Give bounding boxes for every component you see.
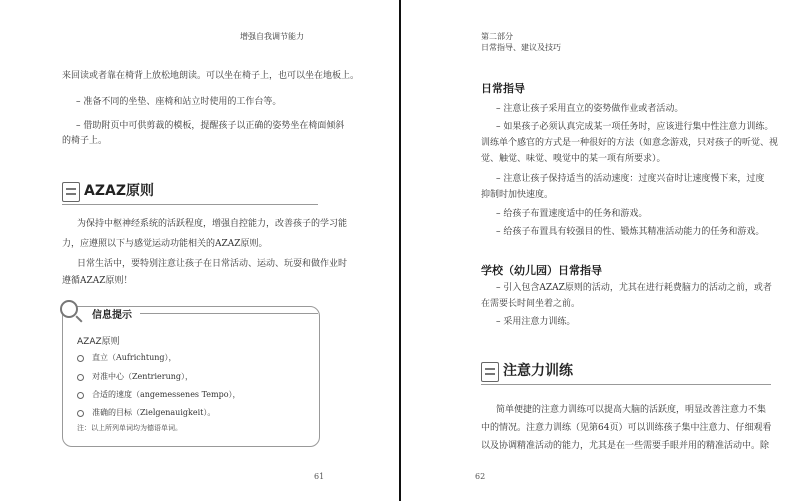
info-tip-item-4: 准确的目标（Zielgenauigkeit）。 <box>77 407 215 418</box>
section-title-school: 学校（幼儿园）日常指导 <box>481 264 602 277</box>
info-tip-item-3: 合适的速度（angemessenes Tempo）， <box>77 389 241 400</box>
section-divider <box>481 384 771 385</box>
azaz-para-line-3: 日常生活中，要特别注意让孩子在日常活动、运动、玩耍和做作业时 <box>77 259 348 269</box>
azaz-para-line-1: 为保持中枢神经系统的活跃程度，增强自控能力，改善孩子的学习能 <box>77 219 348 229</box>
daily-line-6: 抑制时加快速度。 <box>481 190 554 200</box>
daily-line-2: – 如果孩子必须认真完成某一项任务时，应该进行集中性注意力训练。 <box>496 122 774 132</box>
section-title-azaz: AZAZ原则 <box>84 183 154 199</box>
daily-line-5: – 注意让孩子保持适当的活动速度：过度兴奋时让速度慢下来，过度 <box>496 174 765 184</box>
azaz-para-line-4: 遵循AZAZ原则！ <box>62 276 133 286</box>
left-line-3: – 借助附页中可供剪裁的模板，提醒孩子以正确的姿势坐在椅面倾斜 <box>76 121 345 131</box>
azaz-para-line-2: 力，应遵照以下与感觉运动功能相关的AZAZ原则。 <box>62 239 268 249</box>
info-tip-rule <box>140 313 318 314</box>
left-page <box>0 0 399 501</box>
left-line-1: 来回读或者靠在椅背上放松地朗读。可以坐在椅子上，也可以坐在地板上。 <box>62 71 360 81</box>
left-page-header: 增强自我调节能力 <box>240 32 304 41</box>
daily-line-3: 训练单个感官的方式是一种很好的方法（如意念游戏，只对孩子的听觉、视 <box>481 138 779 148</box>
section-title-daily: 日常指导 <box>481 82 525 95</box>
info-tip-title: 信息提示 <box>92 310 132 321</box>
bullet-icon <box>77 374 84 381</box>
right-page-number: 62 <box>475 472 486 481</box>
magnifier-icon <box>60 300 78 318</box>
right-page <box>401 0 800 501</box>
document-icon <box>481 362 499 382</box>
info-tip-item-1: 直立（Aufrichtung）， <box>77 352 177 363</box>
daily-line-7: – 给孩子布置速度适中的任务和游戏。 <box>496 209 648 219</box>
info-tip-note: 注：以上所列单词均为德语单词。 <box>77 424 182 432</box>
attention-line-2: 中的情况。注意力训练（见第64页）可以训练孩子集中注意力、仔细观看 <box>481 423 772 433</box>
bullet-icon <box>77 355 84 362</box>
right-page-header-part: 第二部分 <box>481 32 513 41</box>
daily-line-4: 觉、触觉、味觉、嗅觉中的某一项有所要求）。 <box>481 154 666 164</box>
info-tip-item-2: 对准中心（Zentrierung）， <box>77 371 193 382</box>
attention-line-3: 以及协调精准活动的能力，尤其是在一些需要手眼并用的精准活动中。除 <box>481 441 770 451</box>
attention-line-1: 简单便捷的注意力训练可以提高大脑的活跃度，明显改善注意力不集 <box>496 405 767 415</box>
bullet-icon <box>77 392 84 399</box>
left-line-2: – 准备不同的坐垫、座椅和站立时使用的工作台等。 <box>76 97 282 107</box>
info-tip-subtitle: AZAZ原则 <box>77 337 120 347</box>
section-divider <box>62 204 318 205</box>
daily-line-8: – 给孩子布置具有较强目的性、锻炼其精准活动能力的任务和游戏。 <box>496 227 765 237</box>
bullet-icon <box>77 410 84 417</box>
school-line-1: – 引入包含AZAZ原则的活动，尤其在进行耗费脑力的活动之前，或者 <box>496 283 772 293</box>
section-title-attention: 注意力训练 <box>503 363 573 379</box>
right-page-header-title: 日常指导、建议及技巧 <box>481 43 561 52</box>
school-line-3: – 采用注意力训练。 <box>496 317 576 327</box>
school-line-2: 在需要长时间坐着之前。 <box>481 299 581 309</box>
left-line-4: 的椅子上。 <box>62 136 108 146</box>
document-icon <box>62 182 80 202</box>
daily-line-1: – 注意让孩子采用直立的姿势做作业或者活动。 <box>496 104 684 114</box>
left-page-number: 61 <box>314 472 325 481</box>
